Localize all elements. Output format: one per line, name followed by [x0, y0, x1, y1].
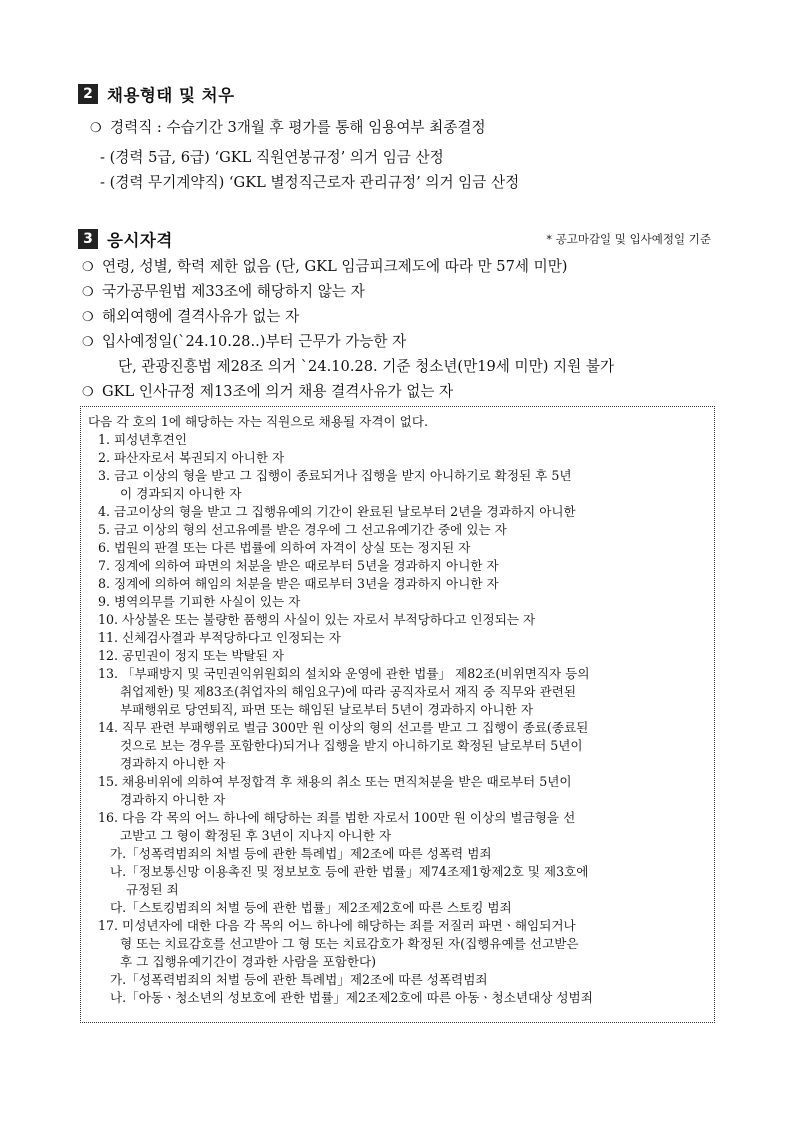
eligibility-item: ❍ 연령, 성별, 학력 제한 없음 (단, GKL 임금피크제도에 따라 만 57세 미만) [82, 258, 568, 275]
list-item: 14. 직무 관련 부패행위로 벌금 300만 원 이상의 형의 선고를 받고 그 집행이 종료(종료된 [98, 720, 589, 735]
section-3-title: 응시자격 [107, 231, 173, 250]
list-item: 1. 피성년후견인 [98, 432, 188, 447]
section-2-item [90, 116, 486, 137]
list-item: 11. 신체검사결과 부적당하다고 인정되는 자 [98, 630, 341, 645]
section-2-subline: - (경력 5급, 6급) ‘GKL 직원연봉규정’ 의거 임금 산정 [100, 149, 444, 166]
section-2-subline: - (경력 무기계약직) ‘GKL 별정직근로자 관리규정’ 의거 임금 산정 [100, 174, 520, 191]
circle-bullet-icon: ❍ [82, 260, 94, 275]
circle-bullet-icon: ❍ [82, 285, 94, 300]
list-item: 4. 금고이상의 형을 받고 그 집행유예의 기간이 완료된 날로부터 2년을 경과하지 아니한 [98, 504, 576, 519]
section-3-number: 3 [78, 229, 98, 249]
section-2-title: 채용형태 및 처우 [107, 86, 235, 105]
list-item: 5. 금고 이상의 형의 선고유예를 받은 경우에 그 선고유예기간 중에 있는 자 [98, 522, 507, 537]
list-item-continuation: 형 또는 치료감호를 선고받아 그 형 또는 치료감호가 확정된 자(집행유예를 선고받은 [120, 936, 579, 951]
list-item-continuation: 이 경과되지 아니한 자 [120, 486, 242, 501]
list-item-continuation: 취업제한) 및 제83조(취업자의 해임요구)에 따라 공직자로서 재직 중 직무와 관련된 [120, 684, 577, 699]
section-3-heading [78, 227, 173, 251]
list-subitem: 가.「성폭력범죄의 처벌 등에 관한 특례법」제2조에 따른 성폭력범죄 [110, 972, 488, 987]
section-2-heading [78, 82, 235, 106]
eligibility-item: ❍ 입사예정일(`24.10.28..)부터 근무가 가능한 자 [82, 333, 407, 350]
list-item: 9. 병역의무를 기피한 사실이 있는 자 [98, 594, 301, 609]
list-subitem: 나.「정보통신망 이용촉진 및 정보보호 등에 관한 법률」제74조제1항제2호 및 제3호에 [110, 864, 589, 879]
eligibility-item: ❍ 해외여행에 결격사유가 없는 자 [82, 308, 300, 325]
list-item-continuation: 경과하지 아니한 자 [120, 756, 226, 771]
list-item: 7. 징계에 의하여 파면의 처분을 받은 때로부터 5년을 경과하지 아니한 자 [98, 558, 499, 573]
list-subitem: 다.「스토킹범죄의 처벌 등에 관한 법률」제2조제2호에 따른 스토킹 범죄 [110, 900, 512, 915]
circle-bullet-icon: ❍ [82, 385, 94, 400]
circle-bullet-icon: ❍ [82, 310, 94, 325]
list-item: 8. 징계에 의하여 해임의 처분을 받은 때로부터 3년을 경과하지 아니한 자 [98, 576, 499, 591]
list-item: 13. 「부패방지 및 국민권익위원회의 설치와 운영에 관한 법률」 제82조(비위면직자 등의 [98, 666, 590, 681]
list-item-continuation: 경과하지 아니한 자 [120, 792, 226, 807]
section-2-number: 2 [78, 84, 98, 104]
list-item-continuation: 것으로 보는 경우를 포함한다)되거나 집행을 받지 아니하기로 확정된 날로부터 5년이 [120, 738, 583, 753]
list-item-continuation: 후 그 집행유예기간이 경과한 사람을 포함한다) [120, 954, 377, 969]
list-item: 6. 법원의 판결 또는 다른 법률에 의하여 자격이 상실 또는 정지된 자 [98, 540, 471, 555]
list-item: 10. 사상불온 또는 불량한 품행의 사실이 있는 자로서 부적당하다고 인정되는 자 [98, 612, 536, 627]
circle-bullet-icon: ❍ [82, 335, 94, 350]
eligibility-subline: 단, 관광진흥법 제28조 의거 `24.10.28. 기준 청소년(만19세 미만) 지원 불가 [118, 358, 615, 375]
list-item: 3. 금고 이상의 형을 받고 그 집행이 종료되거나 집행을 받지 아니하기로 확정된 후 5년 [98, 468, 572, 483]
list-item: 15. 채용비위에 의하여 부정합격 후 채용의 취소 또는 면직처분을 받은 때로부터 5년이 [98, 774, 572, 789]
list-item: 16. 다음 각 목의 어느 하나에 해당하는 죄를 범한 자로서 100만 원 이상의 벌금형을 선 [98, 810, 576, 825]
list-item: 2. 파산자로서 복권되지 아니한 자 [98, 450, 285, 465]
list-item-continuation: 고받고 그 형이 확정된 후 3년이 지나지 아니한 자 [120, 828, 392, 843]
list-item-continuation: 부패행위로 당연퇴직, 파면 또는 해임된 날로부터 5년이 경과하지 아니한 자 [120, 702, 534, 717]
eligibility-item: ❍ 국가공무원법 제33조에 해당하지 않는 자 [82, 283, 365, 300]
list-subitem: 가.「성폭력범죄의 처벌 등에 관한 특례법」제2조에 따른 성폭력 범죄 [110, 846, 492, 861]
list-subitem: 나.「아동ㆍ청소년의 성보호에 관한 법률」제2조제2호에 따른 아동ㆍ청소년대상 성범죄 [110, 990, 593, 1005]
section-3-note: * 공고마감일 및 입사예정일 기준 [546, 232, 711, 246]
box-intro: 다음 각 호의 1에 해당하는 자는 직원으로 채용될 자격이 없다. [88, 414, 429, 429]
list-item: 17. 미성년자에 대한 다음 각 목의 어느 하나에 해당하는 죄를 저질러 파면ㆍ해임되거나 [98, 918, 576, 933]
list-item: 12. 공민권이 정지 또는 박탈된 자 [98, 648, 285, 663]
section-2-item-text: 경력직 : 수습기간 3개월 후 평가를 통해 임용여부 최종결정 [110, 119, 486, 136]
eligibility-item: ❍ GKL 인사규정 제13조에 의거 채용 결격사유가 없는 자 [82, 383, 454, 400]
list-subitem-continuation: 규정된 죄 [126, 882, 179, 897]
circle-bullet-icon: ❍ [90, 121, 102, 136]
